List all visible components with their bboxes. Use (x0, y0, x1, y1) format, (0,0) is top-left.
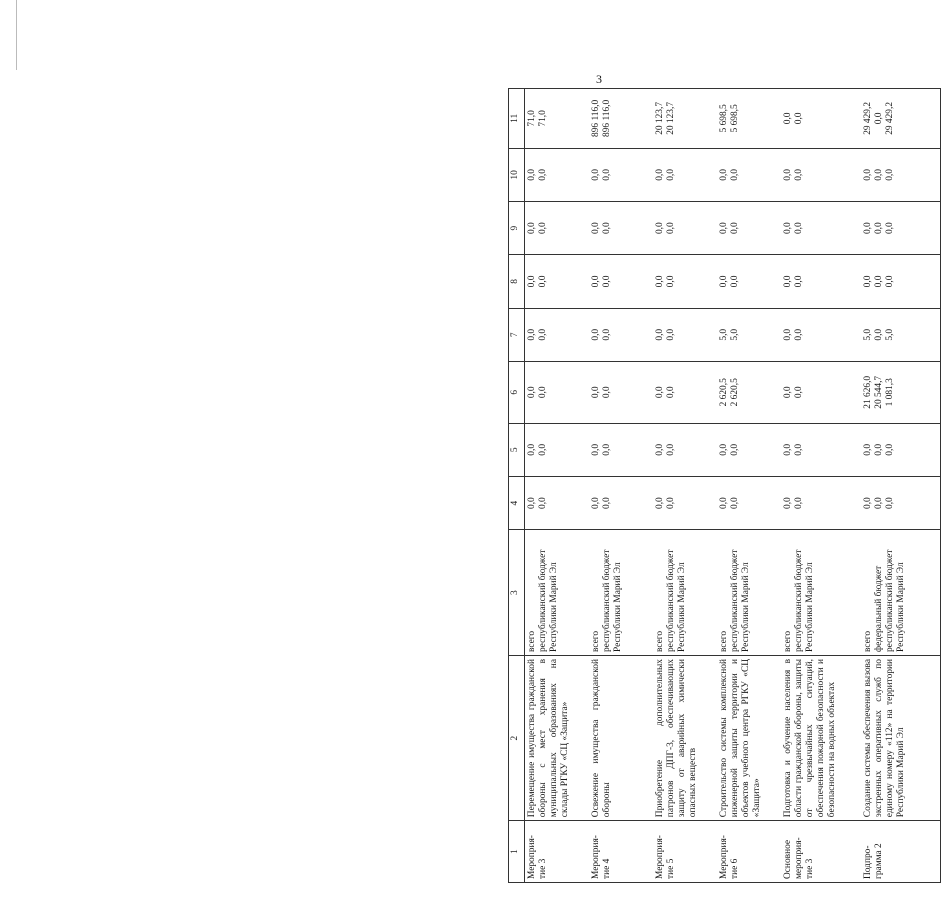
cell-col7 (717, 308, 781, 361)
value: 0,0 (654, 222, 665, 235)
value: 71,0 (538, 110, 548, 127)
value: 0,0 (527, 275, 537, 288)
value: 0,0 (782, 443, 793, 456)
cell-col7 (861, 308, 941, 361)
value: 0,0 (665, 328, 676, 341)
source-line: республиканский бюджет Республики Марий Эл (538, 549, 559, 652)
value: 5,0 (862, 328, 873, 341)
value: 0,0 (729, 222, 740, 235)
value: 0,0 (665, 222, 676, 235)
col-header: 6 (509, 361, 525, 423)
value: 0,0 (873, 497, 884, 509)
value: 0,0 (654, 275, 665, 288)
table-row (717, 89, 781, 883)
source-line: всего (590, 630, 601, 652)
value: 20 544,7 (873, 375, 884, 409)
value: 2 620,5 (718, 378, 729, 407)
cell-col11 (781, 89, 861, 149)
value: 0,0 (718, 443, 729, 456)
table-row (525, 89, 589, 883)
value: 0,0 (590, 497, 601, 509)
value: 0,0 (665, 497, 676, 509)
value: 0,0 (862, 275, 873, 288)
table-row (589, 89, 653, 883)
value: 0,0 (793, 169, 804, 181)
value: 0,0 (654, 497, 665, 509)
value: 0,0 (884, 497, 895, 509)
col-header: 1 (509, 821, 525, 883)
value: 0,0 (873, 328, 884, 341)
col-header: 5 (509, 423, 525, 476)
value: 0,0 (538, 497, 548, 509)
row-description: Перемещение имущества гражданской обороны с мест хранения в муниципальных образованиях на склады РГКУ «СЦ «Защита» (525, 656, 589, 821)
value: 21 626,0 (862, 375, 873, 409)
col-header: 3 (509, 530, 525, 656)
value: 0,0 (590, 275, 601, 288)
cell-col10 (525, 148, 589, 201)
value: 5 698,5 (718, 104, 729, 133)
value: 0,0 (601, 497, 612, 509)
value: 0,0 (538, 443, 548, 456)
source-line: всего (654, 630, 665, 652)
value: 0,0 (527, 497, 537, 509)
source-line: республиканский бюджет Республики Марий Эл (884, 549, 906, 652)
row-description: Освежение имущества гражданской обороны (589, 656, 653, 821)
row-code: Мероприя-тие 3 (525, 821, 589, 883)
row-code: Мероприя-тие 5 (653, 821, 717, 883)
value: 0,0 (729, 443, 740, 456)
value: 0,0 (590, 169, 601, 181)
value: 5 698,5 (729, 104, 740, 133)
cell-col6 (717, 361, 781, 423)
source-line: республиканский бюджет Республики Марий Эл (665, 549, 687, 652)
cell-col8 (717, 255, 781, 308)
value: 0,0 (793, 112, 804, 125)
value: 0,0 (718, 275, 729, 288)
value: 0,0 (601, 222, 612, 235)
cell-col5 (861, 423, 941, 476)
col-header: 11 (509, 89, 525, 149)
cell-col9 (525, 202, 589, 255)
value: 71,0 (527, 110, 537, 127)
col-header: 2 (509, 656, 525, 821)
source-line: федеральный бюджет (873, 565, 884, 652)
funding-sources (717, 530, 781, 656)
cell-col11 (717, 89, 781, 149)
value: 0,0 (873, 112, 884, 125)
cell-col8 (781, 255, 861, 308)
cell-col8 (653, 255, 717, 308)
page-number: 3 (596, 72, 602, 86)
cell-col7 (781, 308, 861, 361)
value: 0,0 (601, 169, 612, 181)
value: 0,0 (527, 169, 537, 181)
value: 0,0 (873, 443, 884, 456)
value: 0,0 (862, 222, 873, 235)
source-line: республиканский бюджет Республики Марий Эл (793, 549, 815, 652)
value: 0,0 (873, 275, 884, 288)
cell-col4 (781, 476, 861, 529)
cell-col6 (653, 361, 717, 423)
value: 5,0 (729, 328, 740, 341)
cell-col11 (589, 89, 653, 149)
value: 0,0 (782, 112, 793, 125)
cell-col11 (653, 89, 717, 149)
value: 29 429,2 (862, 101, 873, 135)
value: 0,0 (590, 386, 601, 399)
value: 0,0 (729, 275, 740, 288)
budget-table (508, 88, 941, 883)
cell-col8 (525, 255, 589, 308)
value: 20 123,7 (654, 101, 665, 135)
value: 0,0 (654, 386, 665, 399)
value: 0,0 (729, 169, 740, 181)
value: 0,0 (538, 275, 548, 288)
funding-sources (861, 530, 941, 656)
cell-col6 (861, 361, 941, 423)
row-description: Строительство системы комплексной инженерной защиты территории и объектов учебного центра РГКУ «СЦ «Защита» (717, 656, 781, 821)
row-code: Подпро-грамма 2 (861, 821, 941, 883)
value: 0,0 (793, 497, 804, 509)
source-line: республиканский бюджет Республики Марий Эл (729, 549, 751, 652)
cell-col10 (861, 148, 941, 201)
cell-col9 (861, 202, 941, 255)
cell-col9 (717, 202, 781, 255)
cell-col4 (861, 476, 941, 529)
value: 0,0 (718, 497, 729, 509)
cell-col6 (589, 361, 653, 423)
col-header: 4 (509, 476, 525, 529)
cell-col5 (717, 423, 781, 476)
value: 0,0 (527, 443, 537, 456)
value: 0,0 (729, 497, 740, 509)
cell-col6 (525, 361, 589, 423)
row-code: Основное мероприя-тие 3 (781, 821, 861, 883)
value: 0,0 (793, 328, 804, 341)
value: 0,0 (782, 222, 793, 235)
value: 896 116,0 (590, 99, 601, 137)
value: 5,0 (884, 328, 895, 341)
table-row (653, 89, 717, 883)
cell-col7 (525, 308, 589, 361)
table-row (861, 89, 941, 883)
value: 0,0 (601, 275, 612, 288)
cell-col7 (589, 308, 653, 361)
value: 0,0 (538, 386, 548, 399)
cell-col7 (653, 308, 717, 361)
col-header: 8 (509, 255, 525, 308)
value: 0,0 (538, 222, 548, 235)
value: 0,0 (793, 275, 804, 288)
value: 20 123,7 (665, 101, 676, 135)
value: 0,0 (793, 222, 804, 235)
row-code: Мероприя-тие 6 (717, 821, 781, 883)
cell-col6 (781, 361, 861, 423)
source-line: всего (782, 630, 793, 652)
funding-sources (525, 530, 589, 656)
col-header: 9 (509, 202, 525, 255)
value: 2 620,5 (729, 378, 740, 407)
value: 0,0 (793, 443, 804, 456)
value: 5,0 (718, 328, 729, 341)
value: 0,0 (793, 386, 804, 399)
margin-mark (16, 0, 17, 70)
col-header: 7 (509, 308, 525, 361)
value: 0,0 (884, 443, 895, 456)
header-row (509, 89, 525, 883)
cell-col10 (781, 148, 861, 201)
source-line: всего (527, 630, 537, 652)
value: 0,0 (718, 169, 729, 181)
cell-col11 (861, 89, 941, 149)
cell-col5 (653, 423, 717, 476)
value: 0,0 (527, 386, 537, 399)
value: 0,0 (873, 222, 884, 235)
cell-col8 (861, 255, 941, 308)
value: 0,0 (538, 328, 548, 341)
value: 0,0 (527, 328, 537, 341)
row-description: Подготовка и обучение населения в области гражданской обороны, защиты от чрезвычайных ситуаций, обеспечения пожарной безопасности и безопасности на водных объектах (781, 656, 861, 821)
value: 0,0 (862, 497, 873, 509)
cell-col4 (653, 476, 717, 529)
value: 0,0 (590, 222, 601, 235)
cell-col10 (653, 148, 717, 201)
value: 0,0 (884, 169, 895, 181)
value: 0,0 (590, 443, 601, 456)
cell-col10 (589, 148, 653, 201)
value: 29 429,2 (884, 101, 895, 135)
value: 0,0 (654, 443, 665, 456)
cell-col5 (589, 423, 653, 476)
value: 0,0 (665, 443, 676, 456)
cell-col10 (717, 148, 781, 201)
funding-sources (781, 530, 861, 656)
table-row (781, 89, 861, 883)
value: 0,0 (782, 328, 793, 341)
cell-col9 (589, 202, 653, 255)
funding-sources (589, 530, 653, 656)
value: 0,0 (718, 222, 729, 235)
value: 0,0 (862, 169, 873, 181)
funding-sources (653, 530, 717, 656)
source-line: республиканский бюджет Республики Марий Эл (601, 549, 623, 652)
row-description: Создание системы обеспечения вызова экстренных оперативных служб по единому номеру «112» на территории Республики Марий Эл (861, 656, 941, 821)
source-line: всего (862, 630, 873, 652)
cell-col5 (781, 423, 861, 476)
value: 0,0 (782, 275, 793, 288)
value: 0,0 (884, 222, 895, 235)
value: 0,0 (782, 386, 793, 399)
value: 0,0 (590, 328, 601, 341)
value: 0,0 (601, 328, 612, 341)
cell-col9 (653, 202, 717, 255)
cell-col9 (781, 202, 861, 255)
value: 0,0 (654, 169, 665, 181)
value: 0,0 (782, 169, 793, 181)
cell-col4 (717, 476, 781, 529)
value: 1 081,3 (884, 378, 895, 407)
value: 0,0 (601, 443, 612, 456)
row-code: Мероприя-тие 4 (589, 821, 653, 883)
value: 0,0 (665, 169, 676, 181)
value: 0,0 (782, 497, 793, 509)
value: 896 116,0 (601, 99, 612, 137)
cell-col4 (589, 476, 653, 529)
cell-col4 (525, 476, 589, 529)
value: 0,0 (665, 386, 676, 399)
cell-col5 (525, 423, 589, 476)
value: 0,0 (654, 328, 665, 341)
row-description: Приобретение дополнительных патронов ДПГ-3, обеспечивающих защиту от аварийных химически опасных веществ (653, 656, 717, 821)
rotated-table-container (508, 88, 906, 883)
cell-col11 (525, 89, 589, 149)
value: 0,0 (884, 275, 895, 288)
value: 0,0 (538, 169, 548, 181)
col-header: 10 (509, 148, 525, 201)
value: 0,0 (873, 169, 884, 181)
value: 0,0 (665, 275, 676, 288)
source-line: всего (718, 630, 729, 652)
value: 0,0 (862, 443, 873, 456)
value: 0,0 (601, 386, 612, 399)
cell-col8 (589, 255, 653, 308)
value: 0,0 (527, 222, 537, 235)
